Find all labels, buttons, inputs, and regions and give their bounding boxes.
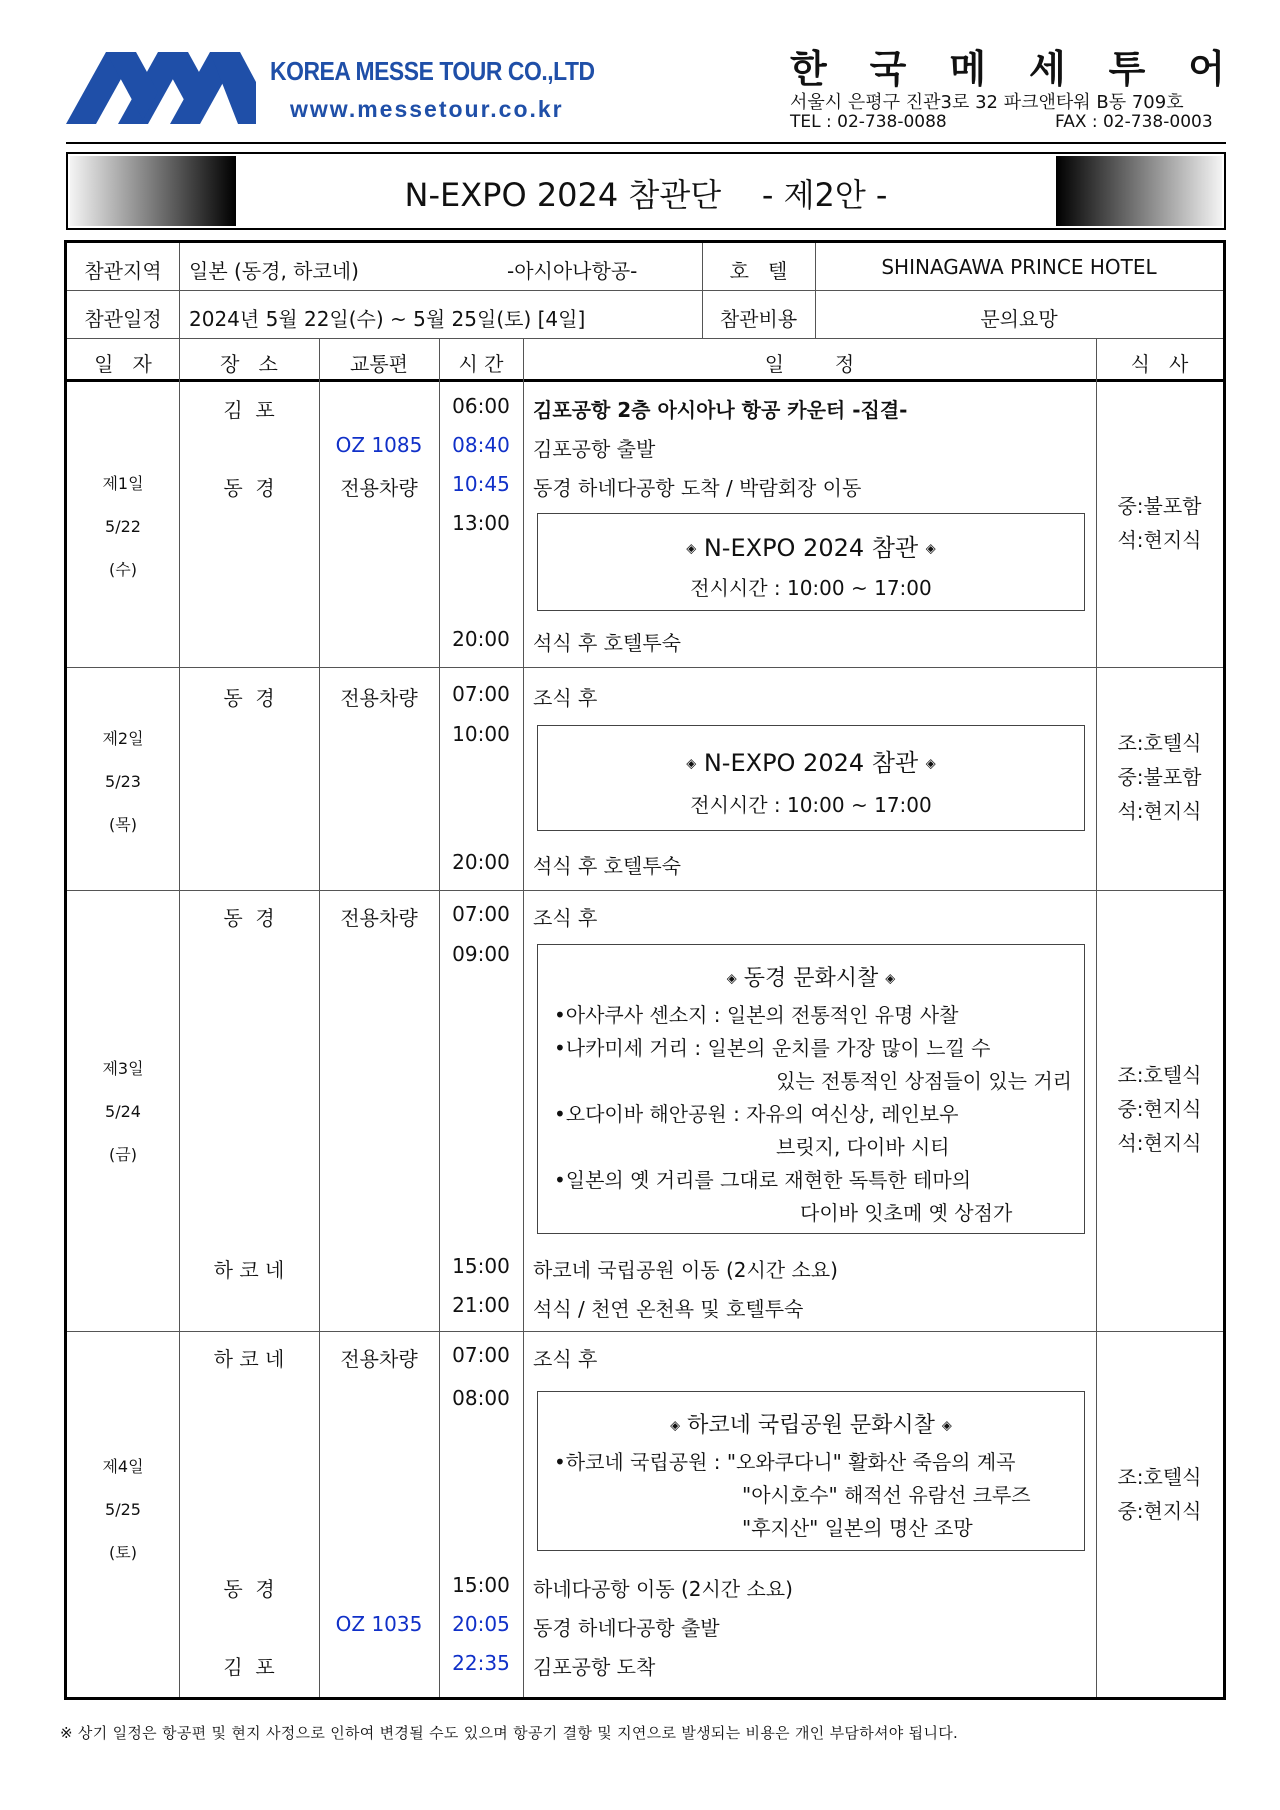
- cost-label-text: 참관비용: [719, 307, 798, 331]
- time: 07:00: [452, 1343, 510, 1367]
- day-label: 제4일 5/25 (토): [102, 1457, 144, 1562]
- time: 13:00: [452, 511, 510, 535]
- company-address: 서울시 은평구 진관3로 32 파크앤타워 B동 709호: [790, 92, 1184, 113]
- place: 김 포: [223, 398, 275, 422]
- transport: 전용차량: [340, 686, 418, 710]
- col-date: 일 자: [94, 352, 152, 376]
- box-title: N-EXPO 2024 참관: [703, 534, 919, 562]
- box-title: 하코네 국립공원 문화시찰: [687, 1413, 935, 1438]
- schedule-item: 하네다공항 이동 (2시간 소요): [533, 1577, 793, 1601]
- day-row: [67, 890, 1223, 1331]
- time: 21:00: [452, 1293, 510, 1317]
- time: 08:00: [452, 1386, 510, 1410]
- schedule-item: 김포공항 출발: [533, 437, 656, 461]
- time: 20:05: [452, 1612, 510, 1636]
- box-bullet: •오다이바 해안공원 : 자유의 여신상, 레인보우: [554, 1102, 959, 1126]
- place: 동 경: [223, 476, 275, 500]
- col-place: 장 소: [220, 352, 278, 376]
- region-label-text: 참관지역: [84, 259, 162, 283]
- flight-number: OZ 1085: [335, 433, 423, 457]
- tour-box: [537, 944, 1085, 1234]
- schedule-item: 조식 후: [533, 906, 598, 930]
- meals: 조:호텔식 중:현지식: [1117, 1465, 1202, 1523]
- time: 10:00: [452, 722, 510, 746]
- box-line: 전시시간 : 10:00 ~ 17:00: [690, 793, 932, 817]
- title-bar: [66, 152, 1226, 230]
- place: 동 경: [223, 906, 275, 930]
- schedule-item: 석식 / 천연 온천욕 및 호텔투숙: [533, 1297, 804, 1321]
- box-bullet-cont: "후지산" 일본의 명산 조망: [742, 1516, 973, 1540]
- region-value-text: 일본 (동경, 하코네): [189, 259, 359, 283]
- time: 15:00: [452, 1573, 510, 1597]
- diamond-icon: ◈: [925, 756, 936, 772]
- title-gradient-right: [1056, 156, 1222, 226]
- time: 06:00: [452, 394, 510, 418]
- footnote: ※ 상기 일정은 항공편 및 현지 사정으로 인하여 변경될 수도 있으며 항공기 결항 및 지연으로 발생되는 비용은 개인 부담하셔야 됩니다.: [60, 1724, 959, 1742]
- box-bullet-cont: "아시호수" 해적선 유람선 크루즈: [742, 1483, 1031, 1507]
- diamond-icon: ◈: [686, 756, 697, 772]
- box-bullet-cont: 다이바 잇초메 옛 상점가: [800, 1201, 1013, 1225]
- time: 08:40: [452, 433, 510, 457]
- day-row: [67, 382, 1223, 667]
- company-tel: TEL : 02-738-0088: [790, 112, 947, 132]
- time: 20:00: [452, 627, 510, 651]
- meals: 중:불포함 석:현지식: [1117, 494, 1202, 552]
- day-row: [67, 1331, 1223, 1697]
- schedule-item: 조식 후: [533, 686, 598, 710]
- place: 동 경: [223, 1577, 275, 1601]
- time: 07:00: [452, 902, 510, 926]
- time: 15:00: [452, 1254, 510, 1278]
- diamond-icon: ◈: [686, 541, 697, 557]
- box-bullet: •나카미세 거리 : 일본의 운치를 가장 많이 느낄 수: [554, 1036, 991, 1060]
- expo-box: [537, 725, 1085, 831]
- meals: 조:호텔식 중:현지식 석:현지식: [1117, 1063, 1202, 1155]
- time: 09:00: [452, 942, 510, 966]
- col-transport: 교통편: [350, 352, 408, 376]
- title-gradient-left: [70, 156, 236, 226]
- col-schedule: 일 정: [764, 352, 855, 376]
- period-label-text: 참관일정: [84, 307, 162, 331]
- time: 10:45: [452, 472, 510, 496]
- diamond-icon: ◈: [670, 1418, 681, 1434]
- schedule-item: 조식 후: [533, 1347, 598, 1371]
- col-meal: 식 사: [1130, 352, 1189, 376]
- time: 22:35: [452, 1651, 510, 1675]
- cost-value-text: 문의요망: [980, 307, 1058, 331]
- flight-number: OZ 1035: [335, 1612, 423, 1636]
- box-bullet: •아사쿠사 센소지 : 일본의 전통적인 유명 사찰: [554, 1003, 959, 1027]
- header-divider: [66, 142, 1226, 144]
- diamond-icon: ◈: [941, 1418, 952, 1434]
- hotel-label-text: 호 텔: [729, 259, 788, 283]
- airline-text: -아시아나항공-: [507, 259, 638, 283]
- day-row: [67, 667, 1223, 890]
- day-label: 제1일 5/22 (수): [102, 474, 144, 579]
- company-fax: FAX : 02-738-0003: [1055, 112, 1213, 132]
- schedule-item: 석식 후 호텔투숙: [533, 854, 681, 878]
- meals: 조:호텔식 중:불포함 석:현지식: [1117, 731, 1202, 823]
- box-title: 동경 문화시찰: [743, 966, 879, 991]
- place: 하 코 네: [213, 1347, 285, 1371]
- company-logo-icon: [66, 52, 256, 124]
- box-line: 전시시간 : 10:00 ~ 17:00: [690, 576, 932, 600]
- diamond-icon: ◈: [726, 971, 737, 987]
- column-header-row: [67, 338, 1223, 382]
- expo-box: [537, 513, 1085, 611]
- schedule-item: 하코네 국립공원 이동 (2시간 소요): [533, 1258, 838, 1282]
- schedule-item: 김포공항 2층 아시아나 항공 카운터 -집결-: [533, 398, 908, 422]
- box-bullet: •일본의 옛 거리를 그대로 재현한 독특한 테마의: [554, 1168, 972, 1192]
- company-name-en: KOREA MESSE TOUR CO.,LTD: [270, 56, 595, 86]
- place: 동 경: [223, 686, 275, 710]
- box-bullet: •하코네 국립공원 : "오와쿠다니" 활화산 죽음의 계곡: [554, 1450, 1016, 1474]
- transport: 전용차량: [340, 906, 418, 930]
- box-title: N-EXPO 2024 참관: [703, 749, 919, 777]
- box-bullet-cont: 있는 전통적인 상점들이 있는 거리: [776, 1069, 1072, 1093]
- time: 20:00: [452, 850, 510, 874]
- day-label: 제2일 5/23 (목): [102, 729, 144, 834]
- day-label: 제3일 5/24 (금): [102, 1059, 144, 1164]
- company-name-kr: 한 국 메 세 투 어: [790, 47, 1225, 91]
- diamond-icon: ◈: [925, 541, 936, 557]
- hotel-value-text: SHINAGAWA PRINCE HOTEL: [881, 255, 1157, 279]
- transport: 전용차량: [340, 1347, 418, 1371]
- info-section: [67, 243, 1223, 338]
- tour-box: [537, 1391, 1085, 1551]
- col-time: 시 간: [458, 352, 504, 376]
- schedule-item: 석식 후 호텔투숙: [533, 631, 681, 655]
- period-value-text: 2024년 5월 22일(수) ~ 5월 25일(토) [4일]: [189, 307, 586, 331]
- diamond-icon: ◈: [885, 971, 896, 987]
- time: 07:00: [452, 682, 510, 706]
- place: 하 코 네: [213, 1258, 285, 1282]
- page-title: N-EXPO 2024 참관단 - 제2안 -: [404, 176, 888, 214]
- transport: 전용차량: [340, 476, 418, 500]
- schedule-item: 동경 하네다공항 도착 / 박람회장 이동: [533, 476, 862, 500]
- box-bullet-cont: 브릿지, 다이바 시티: [776, 1135, 950, 1159]
- place: 김 포: [223, 1655, 275, 1679]
- company-url[interactable]: www.messetour.co.kr: [290, 96, 564, 122]
- schedule-item: 김포공항 도착: [533, 1655, 656, 1679]
- schedule-item: 동경 하네다공항 출발: [533, 1616, 720, 1640]
